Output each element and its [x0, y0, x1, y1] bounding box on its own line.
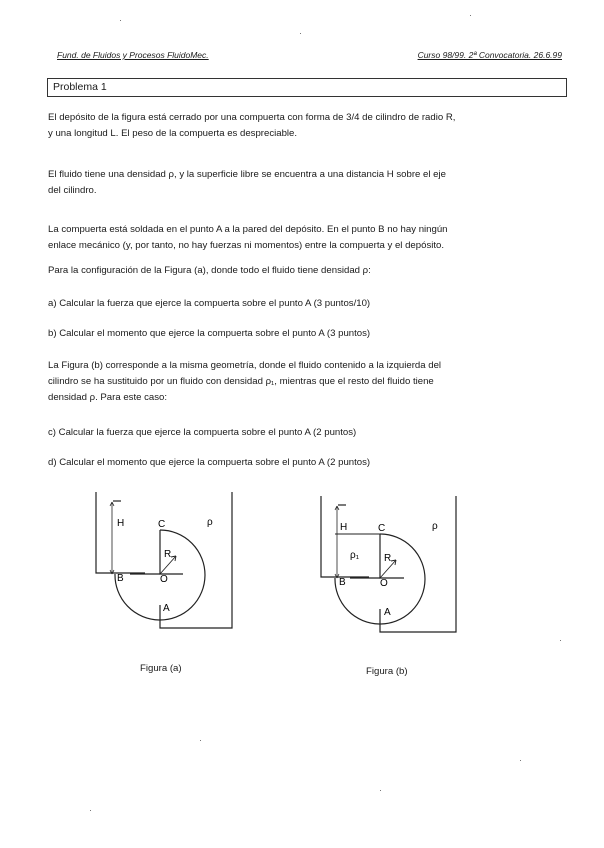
- paragraph-line: del cilindro.: [48, 185, 97, 196]
- paragraph-line: La compuerta está soldada en el punto A a la pared del depósito. En el punto B no hay ningún: [48, 224, 448, 235]
- paragraph-config-a: Para la configuración de la Figura (a), donde todo el fluido tiene densidad ρ:: [48, 265, 371, 276]
- header-course-date: Curso 98/99. 2ª Convocatoria. 26.6.99: [417, 50, 562, 60]
- scan-speck: [200, 740, 201, 741]
- label-H: H: [117, 518, 125, 529]
- label-C: C: [158, 519, 166, 530]
- paragraph-line: cilindro se ha sustituido por un fluido con densidad ρ₁, mientras que el resto del fluido tiene: [48, 376, 434, 387]
- question-d: d) Calcular el momento que ejerce la compuerta sobre el punto A (2 puntos): [48, 457, 371, 468]
- label-H: H: [340, 522, 348, 533]
- paragraph-fluid: [48, 167, 558, 199]
- scan-speck: [300, 33, 301, 34]
- label-R: R: [164, 549, 172, 560]
- paragraph-line: El depósito de la figura está cerrado por una compuerta con forma de 3/4 de cilindro de radio R,: [48, 112, 456, 123]
- label-rho: ρ: [207, 517, 213, 528]
- paragraph-gate: [48, 222, 558, 254]
- scan-speck: [470, 15, 471, 16]
- label-C: C: [378, 523, 386, 534]
- label-rho: ρ: [432, 521, 438, 532]
- tank-wall-left: [321, 496, 369, 577]
- figure-a: [90, 490, 240, 640]
- paragraph-line: La Figura (b) corresponde a la misma geometría, donde el fluido contenido a la izquierda del: [48, 360, 442, 371]
- paragraph-config-b: [48, 358, 558, 406]
- header-course-name: Fund. de Fluidos y Procesos FluidoMec.: [57, 50, 209, 60]
- label-R: R: [384, 553, 392, 564]
- scan-speck: [90, 810, 91, 811]
- scan-speck: [560, 640, 561, 641]
- label-O: O: [380, 578, 388, 589]
- paragraph-line: y una longitud L. El peso de la compuerta es despreciable.: [48, 128, 298, 139]
- caption-figure-b: Figura (b): [366, 666, 408, 677]
- label-B: B: [117, 573, 124, 584]
- scan-speck: [520, 760, 521, 761]
- label-rho1: ρ₁: [350, 550, 360, 561]
- question-b: b) Calcular el momento que ejerce la compuerta sobre el punto A (3 puntos): [48, 328, 371, 339]
- label-A: A: [384, 607, 391, 618]
- label-A: A: [163, 603, 170, 614]
- label-O: O: [160, 574, 168, 585]
- paragraph-intro: [48, 110, 558, 142]
- tank-wall-right: [160, 492, 232, 628]
- question-c: c) Calcular la fuerza que ejerce la compuerta sobre el punto A (2 puntos): [48, 427, 357, 438]
- scan-speck: [120, 20, 121, 21]
- scan-speck: [380, 790, 381, 791]
- label-B: B: [339, 577, 346, 588]
- question-a: a) Calcular la fuerza que ejerce la compuerta sobre el punto A (3 puntos/10): [48, 298, 371, 309]
- problem-title: Problema 1: [53, 81, 107, 93]
- tank-wall-right: [380, 496, 456, 632]
- paragraph-line: El fluido tiene una densidad ρ, y la superficie libre se encuentra a una distancia H sobre el eje: [48, 169, 446, 180]
- figure-b: [314, 494, 464, 644]
- caption-figure-a: Figura (a): [140, 663, 182, 674]
- problem-title-box: [47, 78, 567, 97]
- tank-wall-left: [96, 492, 145, 573]
- paragraph-line: enlace mecánico (y, por tanto, no hay fuerzas ni momentos) entre la compuerta y el depósito.: [48, 240, 445, 251]
- paragraph-line: densidad ρ. Para este caso:: [48, 392, 168, 403]
